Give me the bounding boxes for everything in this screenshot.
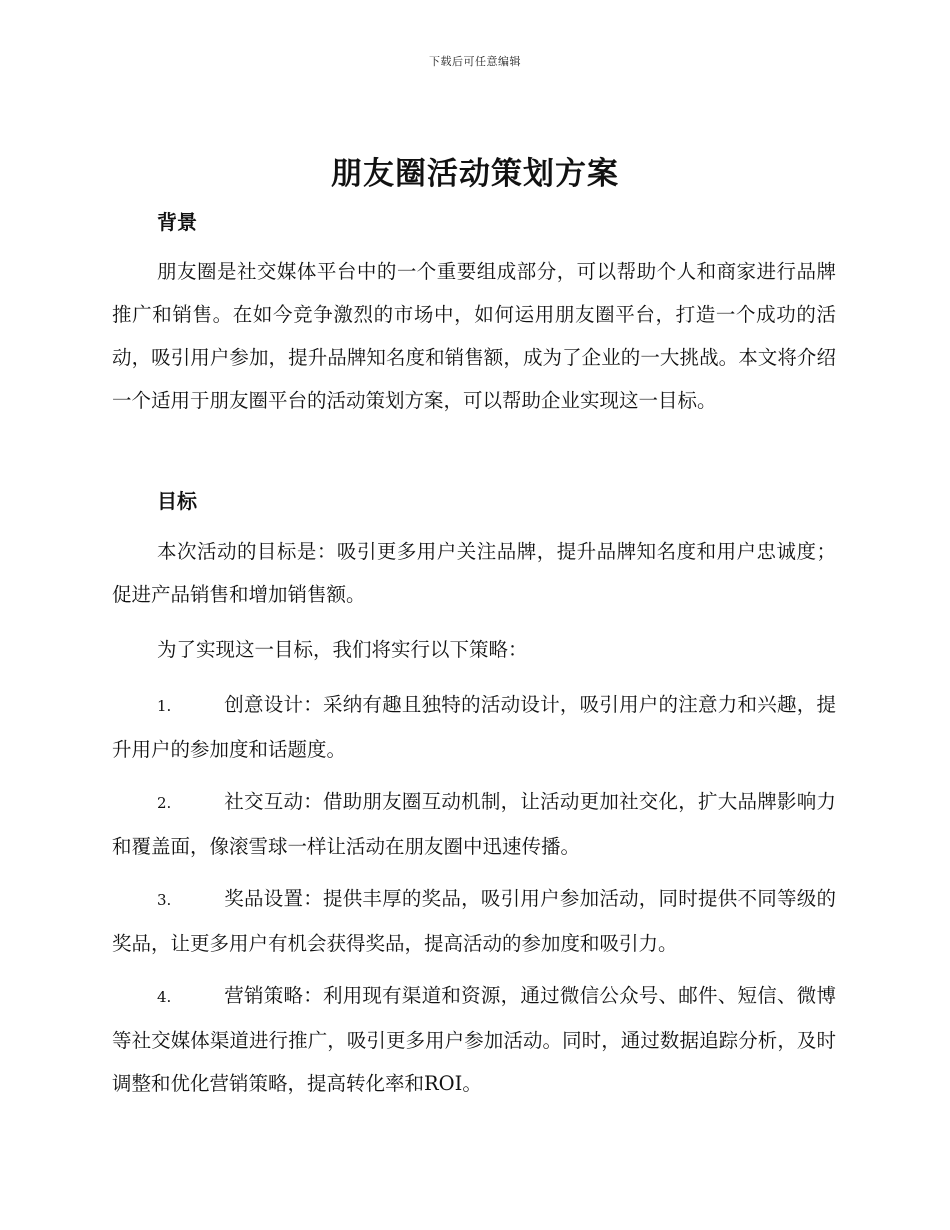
page-header-note: 下载后可任意编辑 xyxy=(429,55,521,68)
list-item-number: 1. xyxy=(157,697,172,715)
list-item xyxy=(112,683,836,771)
goal-paragraph: 本次活动的目标是：吸引更多用户关注品牌，提升品牌知名度和用户忠诚度；促进产品销售和增加销售额。 xyxy=(112,540,836,606)
list-item-number: 2. xyxy=(157,794,172,812)
section-heading-background: 背景 xyxy=(157,210,197,234)
strategy-intro-paragraph: 为了实现这一目标，我们将实行以下策略： xyxy=(157,638,528,661)
list-item-text: 奖品设置：提供丰厚的奖品，吸引用户参加活动，同时提供不同等级的奖品，让更多用户有机会获得奖品，提高活动的参加度和吸引力。 xyxy=(112,887,836,955)
list-item xyxy=(112,974,836,1105)
list-item xyxy=(112,877,836,965)
list-item-number: 4. xyxy=(157,988,172,1006)
list-item xyxy=(112,780,836,868)
document-title: 朋友圈活动策划方案 xyxy=(331,156,619,192)
list-item-text: 营销策略：利用现有渠道和资源，通过微信公众号、邮件、短信、微博等社交媒体渠道进行推广，吸引更多用户参加活动。同时，通过数据追踪分析，及时调整和优化营销策略，提高转化率和ROI。 xyxy=(112,984,836,1095)
background-paragraph: 朋友圈是社交媒体平台中的一个重要组成部分，可以帮助个人和商家进行品牌推广和销售。在如今竞争激烈的市场中，如何运用朋友圈平台，打造一个成功的活动，吸引用户参加，提升品牌知名度和销售额，成为了企业的一大挑战。本文将介绍一个适用于朋友圈平台的活动策划方案，可以帮助企业实现这一目标。 xyxy=(112,260,836,412)
section-heading-goal: 目标 xyxy=(157,489,197,513)
list-item-text: 社交互动：借助朋友圈互动机制，让活动更加社交化，扩大品牌影响力和覆盖面，像滚雪球一样让活动在朋友圈中迅速传播。 xyxy=(112,790,836,858)
list-item-number: 3. xyxy=(157,891,172,909)
list-item-text: 创意设计：采纳有趣且独特的活动设计，吸引用户的注意力和兴趣，提升用户的参加度和话题度。 xyxy=(112,693,836,761)
